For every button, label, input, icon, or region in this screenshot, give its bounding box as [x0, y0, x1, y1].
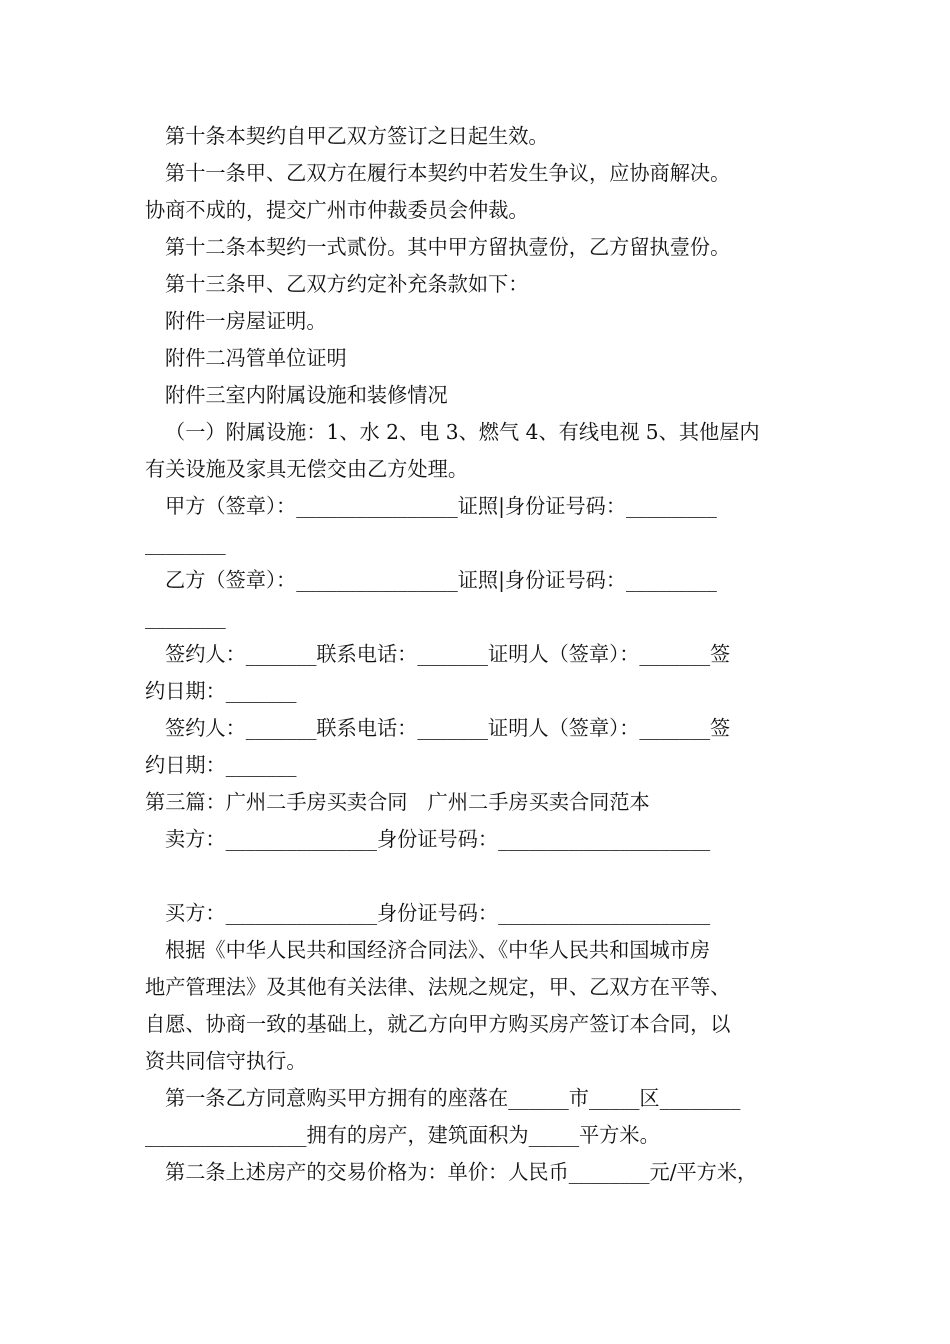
text-line: 第十二条本契约一式贰份。其中甲方留执壹份，乙方留执壹份。 — [165, 235, 731, 259]
text-line: 约日期：_______ — [145, 753, 297, 777]
signature-line: 签约人：_______联系电话：_______证明人（签章）：_______签 — [165, 716, 731, 740]
text-line: 第十条本契约自甲乙双方签订之日起生效。 — [165, 124, 549, 148]
text-line: ________________拥有的房产，建筑面积为_____平方米。 — [145, 1123, 660, 1147]
contract-text — [145, 118, 810, 1191]
text-line: 资共同信守执行。 — [145, 1049, 307, 1073]
text-line: 协商不成的，提交广州市仲裁委员会仲裁。 — [145, 198, 529, 222]
text-line: 附件二冯管单位证明 — [165, 346, 347, 370]
text-line: 附件一房屋证明。 — [165, 309, 327, 333]
seller-line: 卖方：_______________身份证号码：_____________________ — [165, 827, 711, 851]
text-line: ________ — [145, 605, 226, 629]
text-line: ________ — [145, 531, 226, 555]
signature-line: 签约人：_______联系电话：_______证明人（签章）：_______签 — [165, 642, 731, 666]
text-line: 自愿、协商一致的基础上，就乙方向甲方购买房产签订本合同，以 — [145, 1012, 731, 1036]
text-line: 第二条上述房产的交易价格为：单价：人民币________元/平方米， — [165, 1160, 758, 1184]
buyer-line: 买方：_______________身份证号码：_____________________ — [165, 901, 711, 925]
section-heading: 第三篇：广州二手房买卖合同 广州二手房买卖合同范本 — [145, 790, 650, 814]
text-line: 约日期：_______ — [145, 679, 297, 703]
blank-line — [145, 858, 810, 895]
text-line: 第十一条甲、乙双方在履行本契约中若发生争议，应协商解决。 — [165, 161, 731, 185]
text-line: 附件三室内附属设施和装修情况 — [165, 383, 448, 407]
text-line: 有关设施及家具无偿交由乙方处理。 — [145, 457, 469, 481]
text-line: 地产管理法》及其他有关法律、法规之规定，甲、乙双方在平等、 — [145, 975, 731, 999]
text-line: 第一条乙方同意购买甲方拥有的座落在______市_____区________ — [165, 1086, 741, 1110]
text-line: （一）附属设施：1、水 2、电 3、燃气 4、有线电视 5、其他屋内 — [165, 420, 760, 444]
text-line: 第十三条甲、乙双方约定补充条款如下： — [165, 272, 529, 296]
text-line: 根据《中华人民共和国经济合同法》、《中华人民共和国城市房 — [165, 938, 711, 962]
signature-line: 乙方（签章）：________________证照|身份证号码：_________ — [165, 568, 717, 592]
signature-line: 甲方（签章）：________________证照|身份证号码：_________ — [165, 494, 717, 518]
